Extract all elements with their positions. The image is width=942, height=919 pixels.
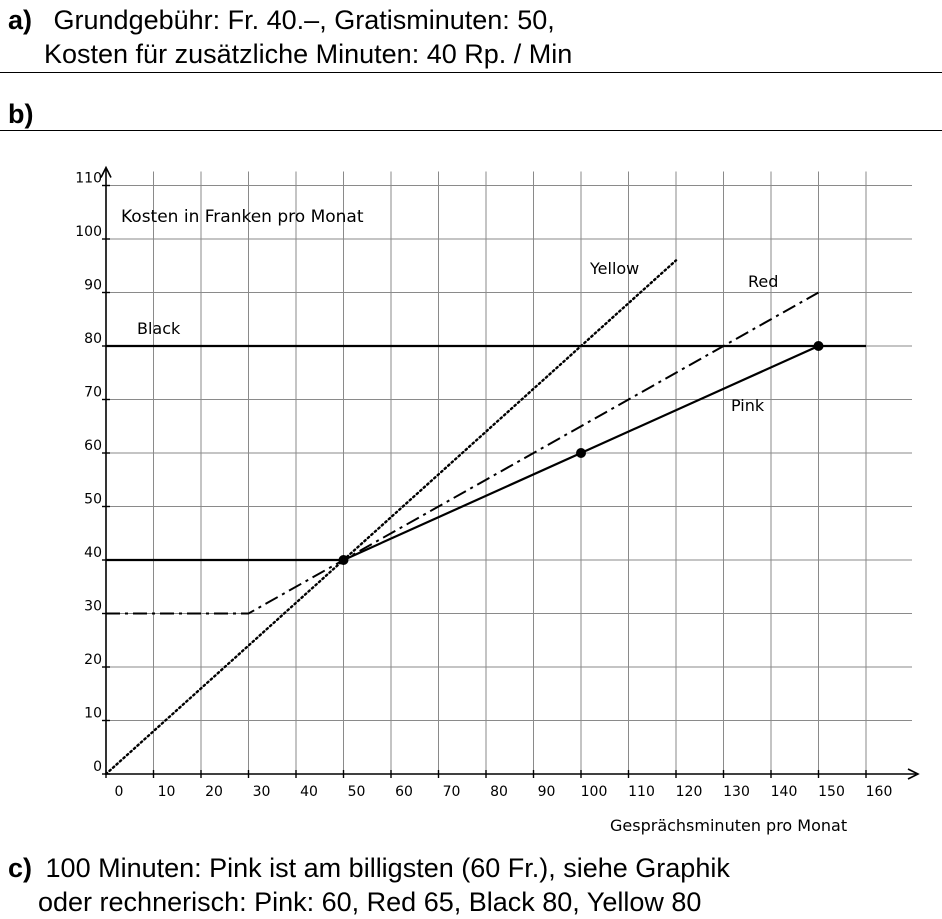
x-tick-label-50: 50 [347,784,366,800]
section-a-row1 [8,4,555,36]
y-tick-label-100: 100 [75,224,102,240]
x-tick-label-150: 150 [818,784,845,800]
section-c-row1 [8,852,730,884]
series-label-black: Black [137,319,181,338]
x-tick-label-30: 30 [252,784,271,800]
y-tick-label-110: 110 [75,170,102,187]
chart-labels [121,207,847,835]
x-tick-label-20: 20 [205,784,223,800]
y-tick-label-90: 90 [84,277,102,294]
section-a-label: a) [8,5,33,35]
x-tick-label-60: 60 [395,784,413,800]
cost-chart [0,140,942,850]
section-b-label: b) [8,99,34,129]
x-tick-label-40: 40 [300,784,318,800]
y-tick-label-20: 20 [84,652,102,668]
x-tick-label-130: 130 [723,784,750,800]
series-label-yellow: Yellow [590,259,640,278]
section-c-line1: 100 Minuten: Pink ist am billigsten (60 Fr.), siehe Graphik [45,853,730,883]
x-tick-label-0: 0 [114,784,124,800]
y-tick-label-50: 50 [84,491,102,508]
x-tick-label-10: 10 [157,784,176,800]
y-axis-label: Kosten in Franken pro Monat [121,207,364,227]
x-tick-label-140: 140 [770,784,798,800]
x-tick-label-110: 110 [628,784,655,800]
y-tick-label-30: 30 [84,598,102,615]
series-point-pink-150 [814,341,824,351]
x-tick-label-90: 90 [537,784,556,800]
section-a-line2: Kosten für zusätzliche Minuten: 40 Rp. / Min [44,39,573,69]
y-tick-label-70: 70 [84,384,102,401]
divider-a [0,72,942,73]
chart-axes [101,168,918,780]
y-tick-label-10: 10 [84,705,102,722]
section-c-label: c) [8,853,33,883]
x-tick-label-70: 70 [442,784,461,800]
series-point-pink-100 [576,448,586,458]
y-tick-label-80: 80 [84,331,102,347]
y-tick-label-60: 60 [84,438,102,454]
section-a-line1: Grundgebühr: Fr. 40.–, Gratisminuten: 50, [53,5,555,35]
x-tick-label-160: 160 [865,784,893,800]
divider-b [0,130,942,131]
x-tick-label-80: 80 [490,784,508,800]
y-tick-label-0: 0 [93,759,102,775]
chart-ticks [75,171,892,801]
series-label-pink: Pink [731,396,765,415]
x-tick-label-100: 100 [580,784,608,800]
y-tick-label-40: 40 [84,545,102,561]
section-c-line2: oder rechnerisch: Pink: 60, Red 65, Black 80, Yellow 80 [38,887,702,917]
x-axis-label: Gesprächsminuten pro Monat [610,816,848,835]
chart-grid [106,172,912,775]
x-tick-label-120: 120 [675,784,703,800]
series-label-red: Red [748,272,779,291]
